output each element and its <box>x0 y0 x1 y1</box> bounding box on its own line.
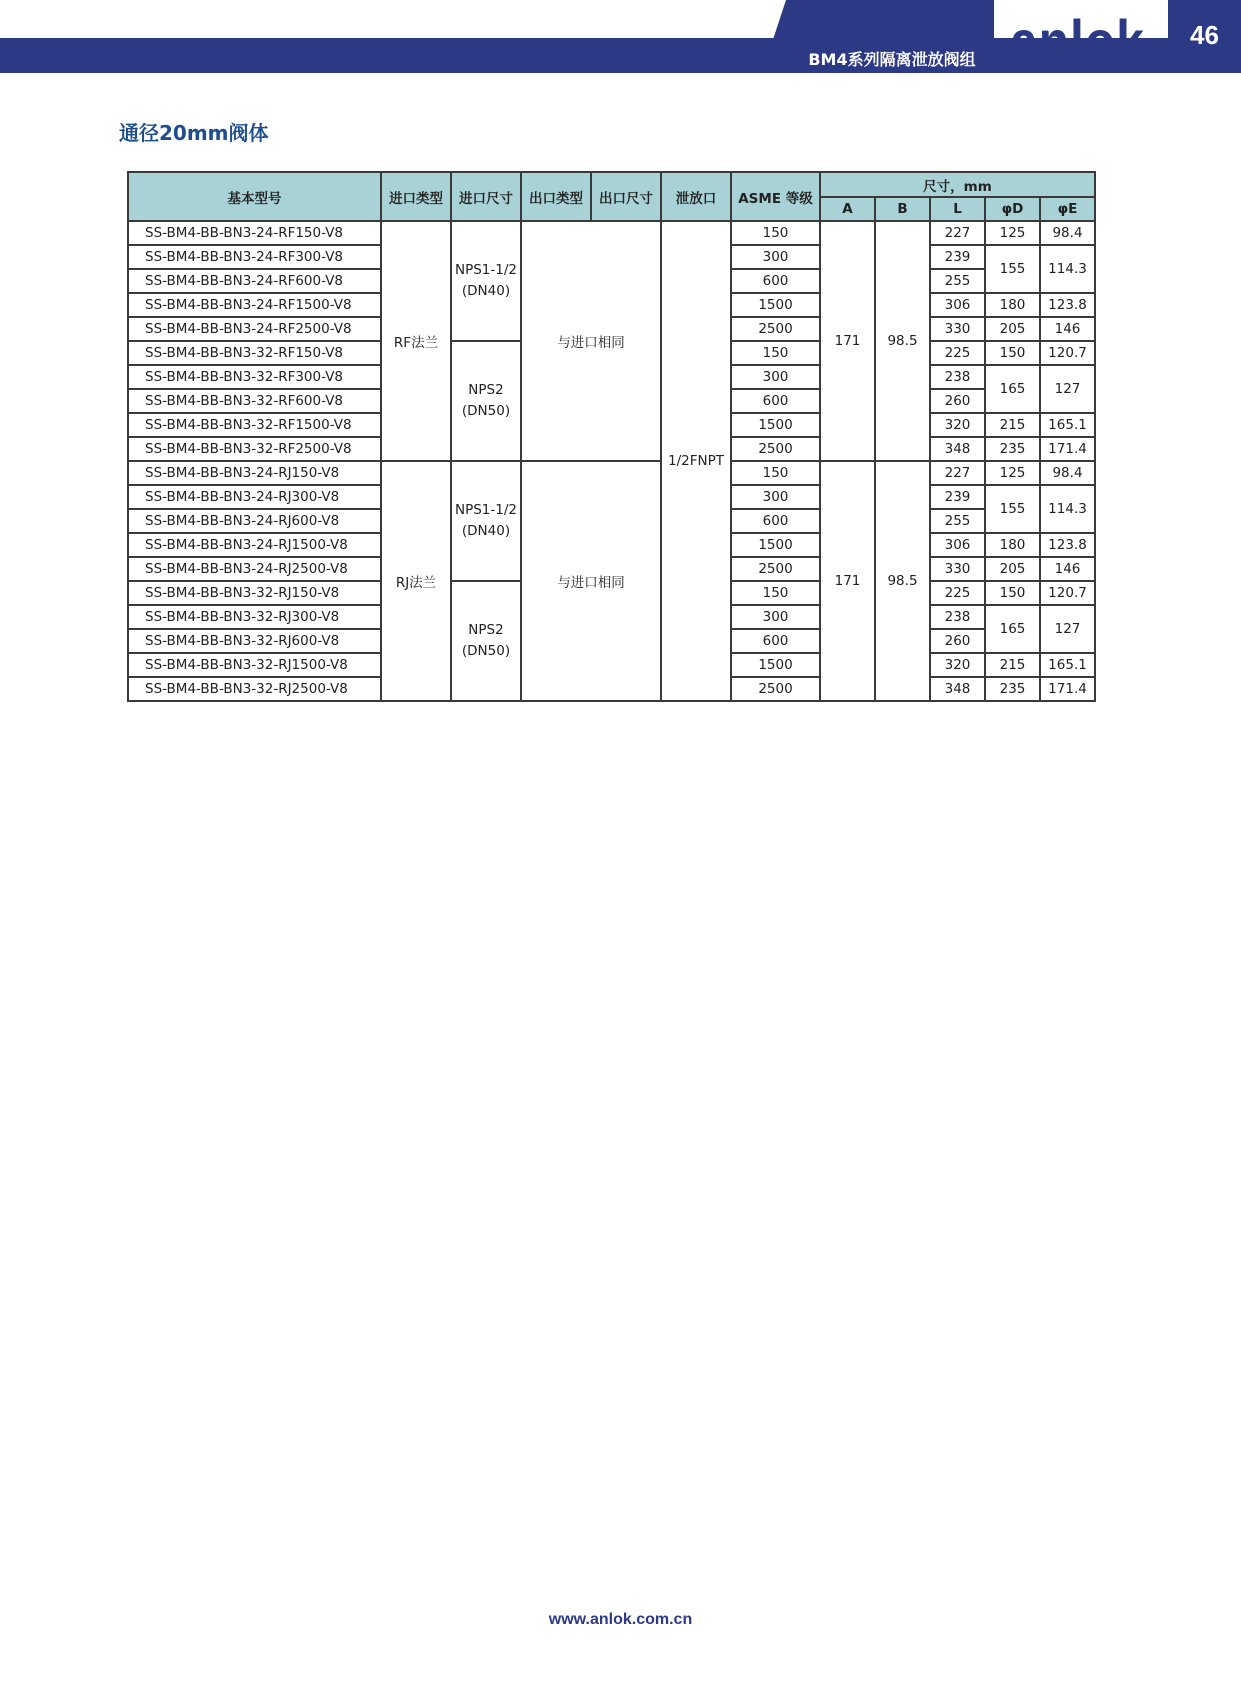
model-cell: SS-BM4-BB-BN3-24-RJ150-V8 <box>128 461 381 485</box>
dim-l-cell: 260 <box>930 629 985 653</box>
vent-cell: 1/2FNPT <box>661 221 731 701</box>
asme-cell: 2500 <box>731 317 820 341</box>
inlet-type-cell: RJ法兰 <box>381 461 451 701</box>
dim-l-cell: 239 <box>930 245 985 269</box>
dim-l-cell: 306 <box>930 533 985 557</box>
header-model: 基本型号 <box>128 172 381 221</box>
dim-l-cell: 238 <box>930 365 985 389</box>
table-row <box>128 221 1095 245</box>
dim-e-cell: 165.1 <box>1040 413 1095 437</box>
table-row <box>128 461 1095 485</box>
dim-e-cell: 127 <box>1040 365 1095 413</box>
model-cell: SS-BM4-BB-BN3-32-RF1500-V8 <box>128 413 381 437</box>
page-number: 46 <box>1190 20 1219 50</box>
dim-l-cell: 306 <box>930 293 985 317</box>
dim-l-cell: 225 <box>930 581 985 605</box>
dim-l-cell: 239 <box>930 485 985 509</box>
dim-e-cell: 146 <box>1040 317 1095 341</box>
asme-cell: 300 <box>731 245 820 269</box>
dim-d-cell: 125 <box>985 461 1040 485</box>
table-header <box>128 172 1095 221</box>
model-cell: SS-BM4-BB-BN3-24-RJ1500-V8 <box>128 533 381 557</box>
dim-d-cell: 235 <box>985 677 1040 701</box>
dim-e-cell: 114.3 <box>1040 245 1095 293</box>
asme-cell: 600 <box>731 509 820 533</box>
header-inlet-size: 进口尺寸 <box>451 172 521 221</box>
asme-cell: 600 <box>731 389 820 413</box>
dim-e-cell: 120.7 <box>1040 341 1095 365</box>
dim-d-cell: 235 <box>985 437 1040 461</box>
model-cell: SS-BM4-BB-BN3-32-RF600-V8 <box>128 389 381 413</box>
model-cell: SS-BM4-BB-BN3-32-RJ300-V8 <box>128 605 381 629</box>
model-cell: SS-BM4-BB-BN3-32-RF300-V8 <box>128 365 381 389</box>
model-cell: SS-BM4-BB-BN3-24-RJ600-V8 <box>128 509 381 533</box>
header-l: L <box>930 197 985 221</box>
model-cell: SS-BM4-BB-BN3-24-RF300-V8 <box>128 245 381 269</box>
dim-e-cell: 171.4 <box>1040 437 1095 461</box>
asme-cell: 150 <box>731 461 820 485</box>
dim-e-cell: 98.4 <box>1040 461 1095 485</box>
dim-d-cell: 180 <box>985 533 1040 557</box>
asme-cell: 300 <box>731 485 820 509</box>
dim-d-cell: 180 <box>985 293 1040 317</box>
dim-l-cell: 320 <box>930 653 985 677</box>
model-cell: SS-BM4-BB-BN3-32-RF2500-V8 <box>128 437 381 461</box>
inlet-size-cell: NPS1-1/2 (DN40) <box>451 221 521 341</box>
dim-l-cell: 227 <box>930 221 985 245</box>
asme-cell: 150 <box>731 581 820 605</box>
model-cell: SS-BM4-BB-BN3-24-RF1500-V8 <box>128 293 381 317</box>
dim-d-cell: 215 <box>985 653 1040 677</box>
header-outlet-type: 出口类型 <box>521 172 591 221</box>
series-title: BM4系列隔离泄放阀组 <box>808 50 976 69</box>
header-phid: φD <box>985 197 1040 221</box>
dim-l-cell: 238 <box>930 605 985 629</box>
section-title: 通径20mm阀体 <box>119 121 269 145</box>
inlet-size-cell: NPS1-1/2 (DN40) <box>451 461 521 581</box>
dim-a-cell: 171 <box>820 461 875 701</box>
asme-cell: 300 <box>731 365 820 389</box>
header-phie: φE <box>1040 197 1095 221</box>
dim-d-cell: 155 <box>985 245 1040 293</box>
dim-d-cell: 150 <box>985 341 1040 365</box>
dim-l-cell: 348 <box>930 677 985 701</box>
model-cell: SS-BM4-BB-BN3-32-RJ600-V8 <box>128 629 381 653</box>
dim-a-cell: 171 <box>820 221 875 461</box>
dim-e-cell: 127 <box>1040 605 1095 653</box>
dim-l-cell: 255 <box>930 509 985 533</box>
dim-l-cell: 227 <box>930 461 985 485</box>
asme-cell: 150 <box>731 341 820 365</box>
header-a: A <box>820 197 875 221</box>
inlet-type-cell: RF法兰 <box>381 221 451 461</box>
dim-d-cell: 205 <box>985 317 1040 341</box>
asme-cell: 2500 <box>731 437 820 461</box>
inlet-size-cell: NPS2 (DN50) <box>451 341 521 461</box>
dim-e-cell: 98.4 <box>1040 221 1095 245</box>
model-cell: SS-BM4-BB-BN3-24-RF2500-V8 <box>128 317 381 341</box>
dim-e-cell: 123.8 <box>1040 533 1095 557</box>
dim-l-cell: 260 <box>930 389 985 413</box>
dim-b-cell: 98.5 <box>875 461 930 701</box>
outlet-cell: 与进口相同 <box>521 461 661 701</box>
anlok-logo: anlok <box>1010 8 1145 76</box>
header-vent: 泄放口 <box>661 172 731 221</box>
dim-e-cell: 171.4 <box>1040 677 1095 701</box>
dim-e-cell: 123.8 <box>1040 293 1095 317</box>
asme-cell: 2500 <box>731 677 820 701</box>
model-cell: SS-BM4-BB-BN3-24-RF150-V8 <box>128 221 381 245</box>
header-asme: ASME 等级 <box>731 172 820 221</box>
model-cell: SS-BM4-BB-BN3-32-RJ1500-V8 <box>128 653 381 677</box>
header-inlet-type: 进口类型 <box>381 172 451 221</box>
dim-l-cell: 348 <box>930 437 985 461</box>
dim-l-cell: 225 <box>930 341 985 365</box>
dim-l-cell: 320 <box>930 413 985 437</box>
dim-l-cell: 255 <box>930 269 985 293</box>
asme-cell: 1500 <box>731 533 820 557</box>
model-cell: SS-BM4-BB-BN3-32-RJ2500-V8 <box>128 677 381 701</box>
dim-e-cell: 120.7 <box>1040 581 1095 605</box>
model-cell: SS-BM4-BB-BN3-32-RJ150-V8 <box>128 581 381 605</box>
asme-cell: 300 <box>731 605 820 629</box>
table-body <box>128 221 1095 701</box>
asme-cell: 1500 <box>731 413 820 437</box>
asme-cell: 150 <box>731 221 820 245</box>
model-cell: SS-BM4-BB-BN3-24-RJ300-V8 <box>128 485 381 509</box>
dim-l-cell: 330 <box>930 317 985 341</box>
model-cell: SS-BM4-BB-BN3-24-RF600-V8 <box>128 269 381 293</box>
dim-d-cell: 165 <box>985 605 1040 653</box>
asme-cell: 1500 <box>731 653 820 677</box>
dim-e-cell: 146 <box>1040 557 1095 581</box>
dim-d-cell: 125 <box>985 221 1040 245</box>
header-b: B <box>875 197 930 221</box>
dim-d-cell: 215 <box>985 413 1040 437</box>
asme-cell: 600 <box>731 629 820 653</box>
footer-url[interactable]: www.anlok.com.cn <box>548 1611 693 1628</box>
model-cell: SS-BM4-BB-BN3-24-RJ2500-V8 <box>128 557 381 581</box>
dim-d-cell: 165 <box>985 365 1040 413</box>
dim-l-cell: 330 <box>930 557 985 581</box>
outlet-cell: 与进口相同 <box>521 221 661 461</box>
dim-b-cell: 98.5 <box>875 221 930 461</box>
spec-table <box>127 171 1096 702</box>
asme-cell: 1500 <box>731 293 820 317</box>
dim-e-cell: 114.3 <box>1040 485 1095 533</box>
dim-e-cell: 165.1 <box>1040 653 1095 677</box>
dim-d-cell: 150 <box>985 581 1040 605</box>
header-dims: 尺寸，mm <box>820 172 1095 197</box>
asme-cell: 600 <box>731 269 820 293</box>
dim-d-cell: 205 <box>985 557 1040 581</box>
inlet-size-cell: NPS2 (DN50) <box>451 581 521 701</box>
asme-cell: 2500 <box>731 557 820 581</box>
dim-d-cell: 155 <box>985 485 1040 533</box>
header-outlet-size: 出口尺寸 <box>591 172 661 221</box>
model-cell: SS-BM4-BB-BN3-32-RF150-V8 <box>128 341 381 365</box>
